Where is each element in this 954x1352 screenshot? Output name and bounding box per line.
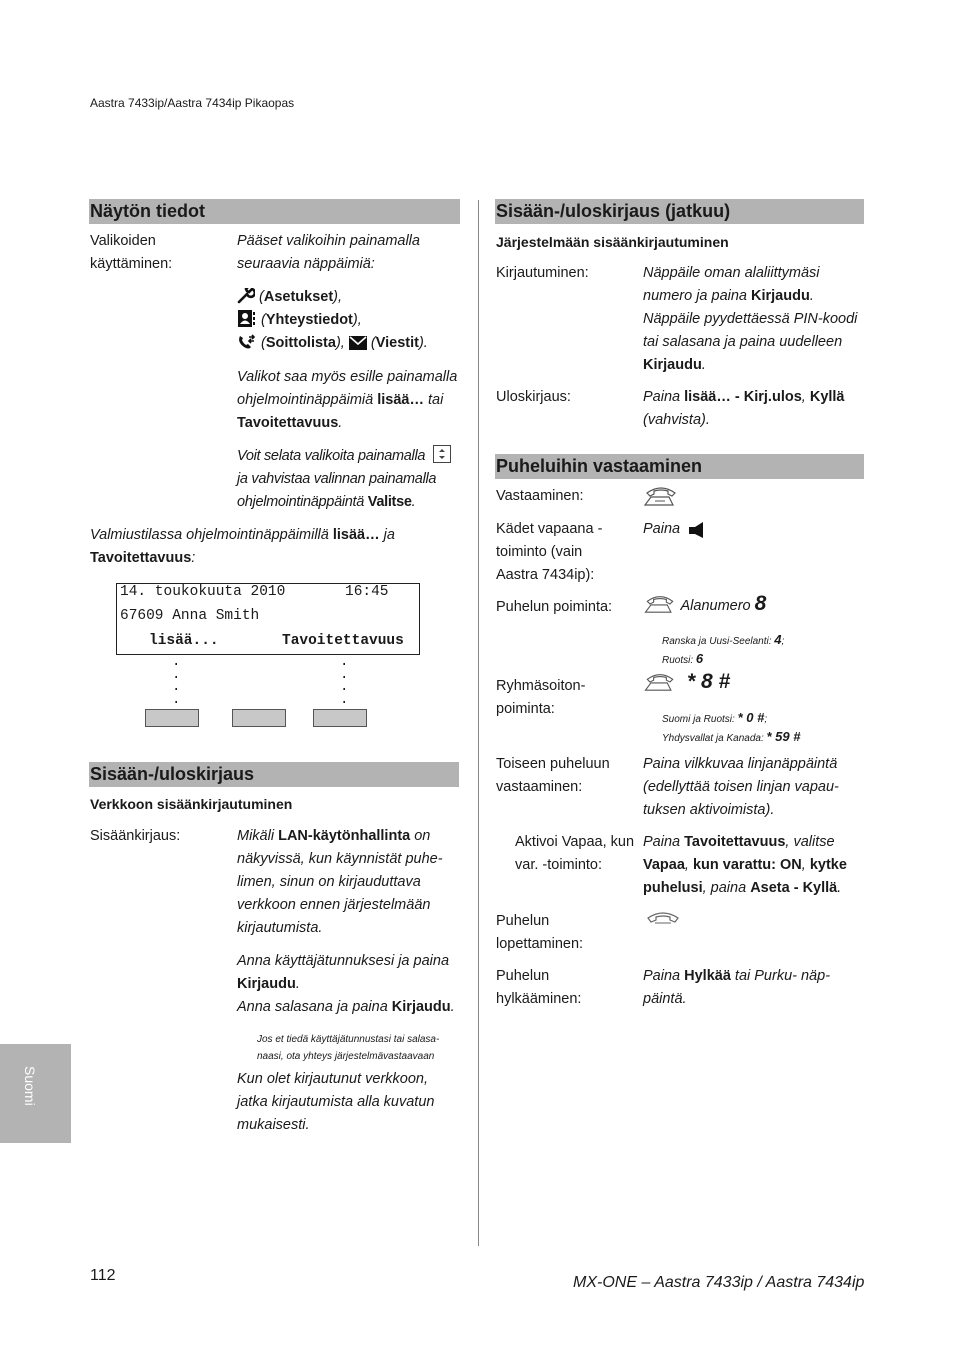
handset-off-hook-icon (643, 594, 677, 614)
act-bold: kytke (809, 857, 847, 873)
login-bold: Kirjaudu (237, 976, 296, 992)
signout-line (643, 386, 868, 409)
scroll-bold: Valitse (367, 494, 412, 510)
display-user: 67609 Anna Smith (120, 608, 260, 624)
scroll-line (237, 445, 467, 468)
product-title: MX-ONE – Aastra 7433ip / Aastra 7434ip (573, 1274, 865, 1291)
end-label-line: Puhelun (496, 913, 550, 929)
note-text: Suomi ja Ruotsi: (662, 714, 738, 725)
activate-line (643, 854, 868, 877)
act-text: , valitse (785, 834, 835, 850)
pk-text: ohjelmointinäppäimiä (237, 392, 378, 408)
note-text: Ruotsi: (662, 655, 696, 666)
idle-text: Valmiustilassa ohjelmointinäppäimillä (90, 527, 333, 543)
section-title-login: Sisään-/uloskirjaus (89, 762, 459, 787)
scroll-note (237, 445, 467, 514)
handset-on-hook-icon (646, 910, 680, 926)
display-date: 14. toukokuuta 2010 (120, 584, 286, 600)
menu-intro (237, 230, 462, 276)
reject-label-line: hylkääminen: (496, 991, 582, 1007)
signin-line: Kirjaudu. (643, 357, 706, 373)
pickup-note (662, 631, 784, 669)
group-note-line: Suomi ja Ruotsi: * 0 #; (662, 710, 768, 725)
note-code: * 59 # (766, 729, 801, 744)
activate-label (515, 831, 640, 877)
group-pickup-note (662, 709, 801, 747)
group-note-line (662, 728, 801, 747)
login-line: Kun olet kirjautunut verkkoon, (237, 1071, 429, 1087)
idle-text: ja (379, 527, 395, 543)
act-bold: Tavoitettavuus (684, 834, 786, 850)
reject-line (643, 965, 868, 988)
menu-label-line: käyttäminen: (90, 256, 173, 272)
other-call-label (496, 753, 610, 799)
end-label-line: lopettaminen: (496, 936, 584, 952)
pk-text: tai (424, 392, 444, 408)
login-paragraph-2 (237, 950, 467, 1019)
note-code: * 0 # (737, 710, 765, 725)
login-line: verkkoon ennen järjestelmään (237, 897, 431, 913)
act-bold: Aseta - Kyllä (750, 880, 838, 896)
login-line: Anna käyttäjätunnuksesi ja paina (237, 953, 450, 969)
pk-line (237, 389, 467, 412)
act-text: , (801, 857, 810, 873)
signin-bold: Kirjaudu (643, 357, 702, 373)
idle-bold: Tavoitettavuus (90, 550, 192, 566)
softkey-2[interactable] (232, 709, 286, 727)
act-bold: Vapaa (643, 857, 685, 873)
signout-bold: lisää… - Kirj.ulos (684, 389, 802, 405)
scroll-text: ohjelmointinäppäintä (237, 494, 368, 510)
dotted-connector: . . . . (340, 654, 349, 708)
act-text: , paina (702, 880, 751, 896)
scroll-line: ja vahvistaa valinnan painamalla (237, 471, 437, 487)
idle-bold: lisää… (332, 527, 380, 543)
idle-note (90, 524, 460, 570)
menu-keys (237, 286, 467, 355)
column-divider (478, 200, 479, 1246)
softkey-3[interactable] (313, 709, 367, 727)
scroll-text: Voit selata valikoita painamalla (237, 448, 426, 464)
login-line: jatka kirjautumista alla kuvatun (237, 1094, 435, 1110)
signout-line: (vahvista). (643, 412, 710, 428)
act-bold: puhelusi (643, 880, 703, 896)
login-subheading: Verkkoon sisäänkirjautuminen (90, 796, 293, 812)
act-text: , (684, 857, 693, 873)
menu-label-line: Valikoiden (90, 233, 156, 249)
login-line: Anna salasana ja paina Kirjaudu. (237, 999, 455, 1015)
signout-label: Uloskirjaus: (496, 389, 571, 405)
programmable-keys-note (237, 366, 467, 435)
pk-bold: lisää… (377, 392, 424, 408)
dotted-connector: . . . . (172, 654, 181, 708)
rej-text: Paina (643, 968, 685, 984)
note-code: 6 (695, 651, 704, 666)
menu-intro-line: seuraavia näppäimiä: (237, 256, 375, 272)
section-title-login-cont: Sisään-/uloskirjaus (jatkuu) (495, 199, 864, 224)
menu-key-contacts: (Yhteystiedot), (237, 309, 467, 332)
other-call-text (643, 753, 868, 822)
signin-line: numero ja paina Kirjaudu. (643, 288, 814, 304)
softkey-1[interactable] (145, 709, 199, 727)
login-text: Mikäli (237, 828, 279, 844)
login-line: mukaisesti. (237, 1117, 310, 1133)
reject-call-label (496, 965, 581, 1011)
handsfree-label-line: Kädet vapaana - (496, 521, 603, 537)
login-label: Sisäänkirjaus: (90, 828, 181, 844)
signout-text-part: Paina (643, 389, 685, 405)
handsfree-label (496, 518, 636, 587)
activate-label-line: var. -toiminto: (515, 857, 603, 873)
page-number: 112 (90, 1267, 116, 1284)
pickup-label: Puhelun poiminta: (496, 599, 613, 615)
signin-label: Kirjautuminen: (496, 265, 589, 281)
menu-key-calllist: (Soittolista), (Viestit). (237, 332, 467, 355)
signin-text (643, 262, 868, 377)
pk-line: Valikot saa myös esille painamalla (237, 369, 458, 385)
pk-line: Tavoitettavuus. (237, 415, 343, 431)
contacts-icon (237, 310, 257, 327)
group-pickup-code-row (643, 670, 730, 696)
other-line: Paina vilkkuvaa linjanäppäintä (643, 756, 838, 772)
reject-call-text (643, 965, 868, 1011)
scroll-line: ohjelmointinäppäintä Valitse. (237, 494, 416, 510)
rej-text: tai Purku- näp- (730, 968, 831, 984)
note-text: Ranska ja Uusi-Seelanti: (662, 636, 775, 647)
contacts-key-label: Yhteystiedot (265, 312, 353, 328)
note-code: 4 (774, 632, 782, 647)
activate-line (643, 831, 868, 854)
section-title-answer: Puheluihin vastaaminen (495, 454, 864, 479)
signout-bold: Kyllä (809, 389, 845, 405)
signin-text-part: numero ja paina (643, 288, 752, 304)
login-line: näkyvissä, kun käynnistät puhe- (237, 851, 443, 867)
menu-key-settings: (Asetukset), (237, 286, 467, 309)
signin-line: Näppäile pyydettäessä PIN-koodi (643, 311, 858, 327)
signout-text-part: , (801, 389, 810, 405)
pickup-code: 8 (754, 592, 767, 615)
pickup-note-line (662, 650, 784, 669)
login-line (237, 825, 467, 848)
login-line: Kirjaudu. (237, 976, 300, 992)
messages-key-label: Viestit (375, 335, 419, 351)
handsfree-label-line: toiminto (vain (496, 544, 583, 560)
idle-line (90, 524, 460, 547)
note-text: Yhdysvallat ja Kanada: (662, 733, 767, 744)
phone-display (116, 583, 420, 655)
signin-line: tai salasana ja paina uudelleen (643, 334, 843, 350)
pickup-text (643, 592, 766, 618)
activate-text (643, 831, 868, 900)
message-icon (349, 336, 367, 350)
display-softkey-right: Tavoitettavuus (282, 633, 404, 649)
handset-off-hook-icon (643, 672, 677, 692)
login-cont-subheading: Järjestelmään sisäänkirjautuminen (496, 234, 729, 250)
pk-bold: Tavoitettavuus (237, 415, 339, 431)
handset-off-hook-icon (643, 485, 679, 507)
other-label-line: Toiseen puheluun (496, 756, 610, 772)
signin-bold: Kirjaudu (751, 288, 810, 304)
section-title-naytton: Näytön tiedot (89, 199, 460, 224)
other-line: (edellyttää toisen linjan vapau- (643, 779, 839, 795)
login-paragraph-3 (237, 1068, 467, 1137)
act-text: Paina (643, 834, 685, 850)
note-line: Jos et tiedä käyttäjätunnustasi tai salasa- (257, 1034, 440, 1045)
call-list-icon (237, 334, 257, 350)
login-text: Anna salasana ja paina (237, 999, 392, 1015)
scroll-key-icon (433, 445, 451, 463)
activate-line: puhelusi, paina Aseta - Kyllä. (643, 880, 842, 896)
display-softkey-left: lisää... (149, 633, 219, 649)
login-line: limen, sinun on kirjauduttava (237, 874, 421, 890)
signin-line: Näppäile oman alaliittymäsi (643, 265, 820, 281)
signout-text (643, 386, 868, 432)
other-line: tuksen aktivoimista). (643, 802, 775, 818)
speaker-icon (688, 521, 706, 539)
login-bold: LAN-käytönhallinta (278, 828, 411, 844)
login-bold: Kirjaudu (391, 999, 451, 1015)
login-text: on (410, 828, 431, 844)
end-call-label (496, 910, 583, 956)
language-tab-label: Suomi (22, 1066, 38, 1106)
activate-label-line: Aktivoi Vapaa, kun (515, 834, 635, 850)
pickup-note-line: Ranska ja Uusi-Seelanti: 4; (662, 632, 785, 647)
handsfree-text-part: Paina (643, 521, 681, 537)
handsfree-text (643, 518, 706, 541)
login-note (257, 1031, 467, 1065)
display-time: 16:45 (345, 584, 389, 600)
language-tab (0, 1044, 71, 1143)
group-label-line: Ryhmäsoiton- (496, 678, 586, 694)
settings-key-label: Asetukset (263, 289, 334, 305)
menu-intro-line: Pääset valikoihin painamalla (237, 233, 420, 249)
reject-label-line: Puhelun (496, 968, 550, 984)
wrench-icon (237, 288, 255, 304)
calllist-key-label: Soittolista (265, 335, 336, 351)
reject-line: päintä. (643, 991, 687, 1007)
menu-label (90, 230, 230, 276)
note-line: naasi, ota yhteys järjestelmävastaavaan (257, 1051, 435, 1062)
login-line: kirjautumista. (237, 920, 323, 936)
group-pickup-code: * 8 # (687, 670, 731, 693)
answer-label: Vastaaminen: (496, 488, 584, 504)
idle-line: Tavoitettavuus: (90, 550, 196, 566)
rej-bold: Hylkää (684, 968, 731, 984)
act-bold: kun varattu: ON (692, 857, 802, 873)
group-pickup-label (496, 675, 585, 721)
pickup-text-part: Alanumero (680, 598, 755, 614)
login-paragraph-1 (237, 825, 467, 940)
other-label-line: vastaaminen: (496, 779, 583, 795)
group-label-line: poiminta: (496, 701, 555, 717)
running-title: Aastra 7433ip/Aastra 7434ip Pikaopas (90, 96, 295, 110)
handsfree-label-line: Aastra 7434ip): (496, 567, 595, 583)
